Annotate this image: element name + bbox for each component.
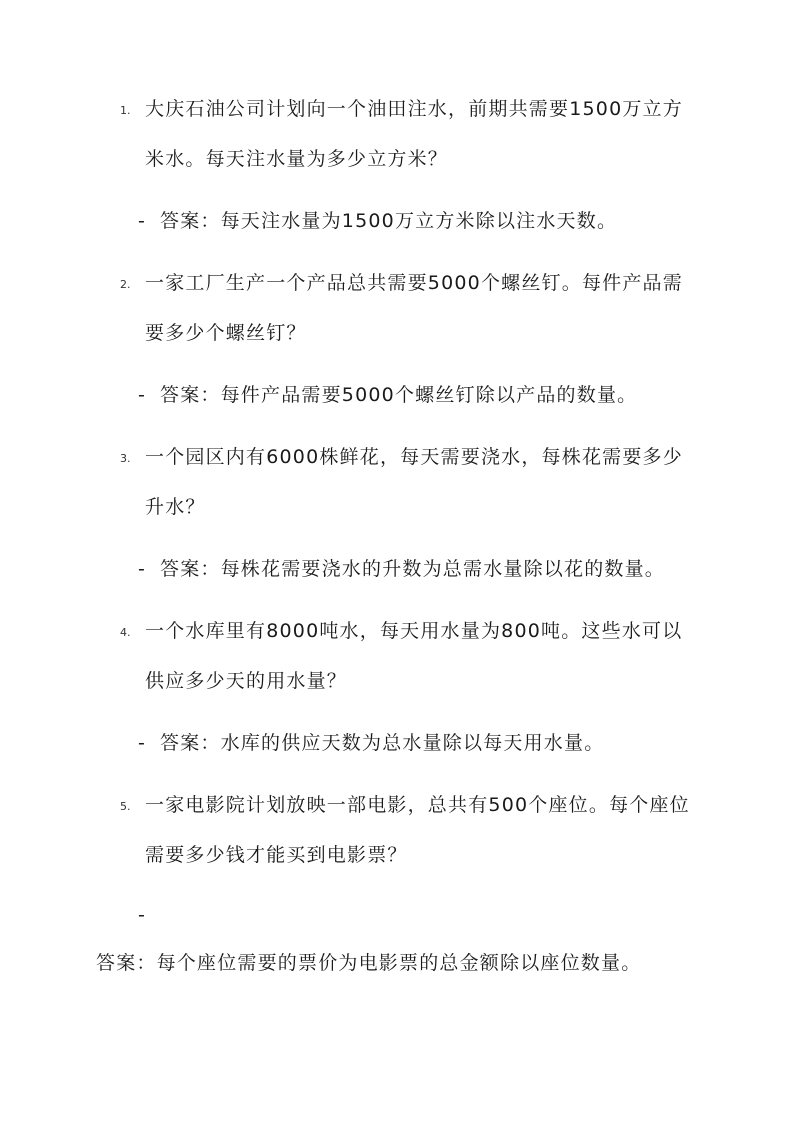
- question-1-line-2: 米水。每天注水量为多少立方米？: [145, 148, 449, 170]
- answer-3-dash: -: [138, 558, 145, 580]
- question-2-line-1: 一家工厂生产一个产品总共需要5000个螺丝钉。每件产品需: [145, 272, 683, 294]
- question-2-line-2: 要多少个螺丝钉？: [145, 322, 307, 344]
- answer-2-dash: -: [138, 384, 145, 406]
- question-3-line-1: 一个园区内有6000株鲜花，每天需要浇水，每株花需要多少: [145, 446, 683, 468]
- question-5-number: 5.: [120, 800, 131, 813]
- question-2-number: 2.: [120, 278, 131, 291]
- question-4-number: 4.: [120, 626, 131, 639]
- answer-1-text: 答案：每天注水量为1500万立方米除以注水天数。: [160, 210, 618, 232]
- question-3-line-2: 升水？: [145, 496, 206, 518]
- question-5-line-1: 一家电影院计划放映一部电影，总共有500个座位。每个座位: [145, 794, 690, 816]
- answer-5-text: 答案：每个座位需要的票价为电影票的总金额除以座位数量。: [96, 952, 642, 974]
- answer-2-text: 答案：每件产品需要5000个螺丝钉除以产品的数量。: [160, 384, 638, 406]
- question-1-number: 1.: [120, 104, 131, 117]
- question-4-line-1: 一个水库里有8000吨水，每天用水量为800吨。这些水可以: [145, 620, 683, 642]
- answer-5-dash: -: [138, 904, 145, 926]
- question-1-line-1: 大庆石油公司计划向一个油田注水，前期共需要1500万立方: [145, 98, 683, 120]
- question-5-line-2: 需要多少钱才能买到电影票？: [145, 844, 408, 866]
- answer-4-dash: -: [138, 732, 145, 754]
- question-3-number: 3.: [120, 452, 131, 465]
- answer-1-dash: -: [138, 210, 145, 232]
- answer-3-text: 答案：每株花需要浇水的升数为总需水量除以花的数量。: [160, 558, 666, 580]
- answer-4-text: 答案：水库的供应天数为总水量除以每天用水量。: [160, 732, 605, 754]
- question-4-line-2: 供应多少天的用水量？: [145, 670, 348, 692]
